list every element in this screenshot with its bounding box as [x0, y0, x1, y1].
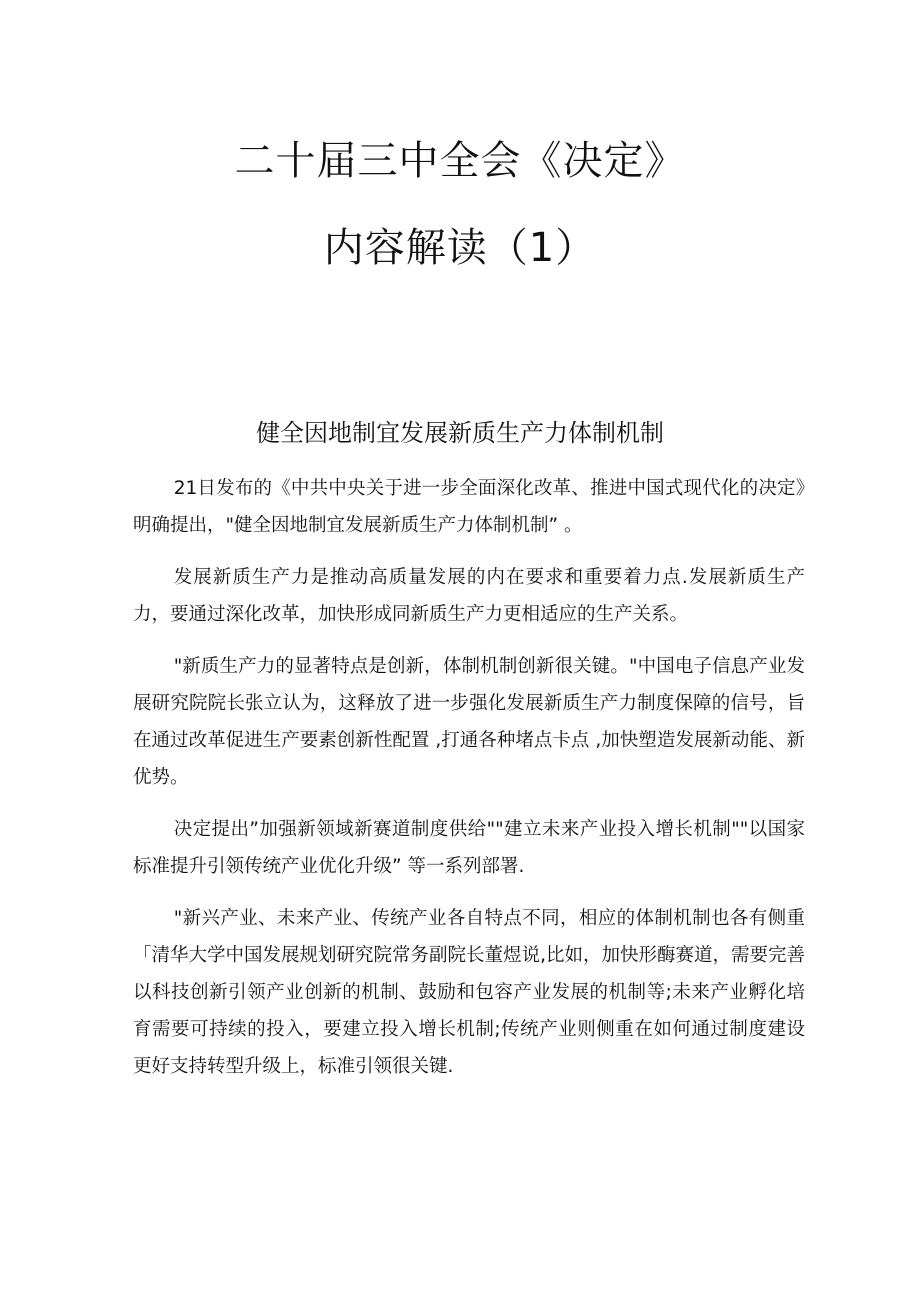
- document-title-line2: 内容解读（1）: [323, 225, 597, 271]
- paragraph-3: "新质生产力的显著特点是创新，体制机制创新很关键。"中国电子信息产业发展研究院院长张立认为，这释放了进一步强化发展新质生产力制度保障的信号，旨在通过改革促进生产要素创新性配置 ,打通各种堵点卡点 ,加快塑造发展新动能、新优势。: [133, 656, 805, 788]
- document-title-line1: 二十届三中全会《决定》: [234, 138, 686, 184]
- paragraph-2: 发展新质生产力是推动高质量发展的内在要求和重要着力点.发展新质生产力，要通过深化改革，加快形成同新质生产力更相适应的生产关系。: [133, 567, 805, 625]
- paragraph-4: 决定提出”加强新领域新赛道制度供给""建立未来产业投入增长机制""以国家标准提升引领传统产业优化升级” 等一系列部署.: [133, 819, 805, 877]
- body-text: [133, 470, 805, 1100]
- paragraph-1: 21日发布的《中共中央关于进一步全面深化改革、推进中国式现代化的决定》明确提出，"健全因地制宜发展新质生产力体制机制” 。: [133, 478, 805, 536]
- section-heading: 健全因地制宜发展新质生产力体制机制: [256, 419, 664, 447]
- paragraph-5: "新兴产业、未来产业、传统产业各自特点不同，相应的体制机制也各有侧重「清华大学中国发展规划研究院常务副院长董煜说,比如，加快形酶赛道，需要完善以科技创新引领产业创新的机制、鼓励和包容产业发展的机制等;未来产业孵化培育需要可持续的投入，要建立投入增长机制;传统产业则侧重在如何通过制度建设更好支持转型升级上，标准引领很关键.: [133, 908, 805, 1077]
